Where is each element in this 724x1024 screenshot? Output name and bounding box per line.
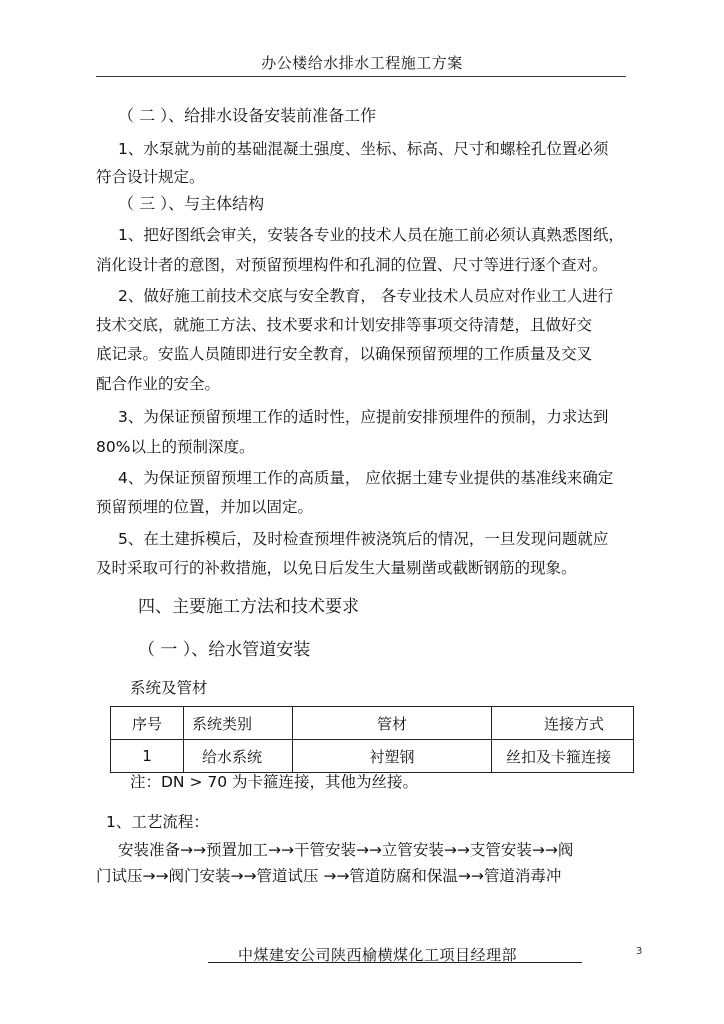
paragraph-line: 2、做好施工前技术交底与安全教育， 各专业技术人员应对作业工人进行	[118, 287, 614, 305]
header-divider	[96, 76, 626, 77]
paragraph-line: 及时采取可行的补救措施，以免日后发生大量剔凿或截断钢筋的现象。	[96, 559, 577, 577]
table-cell: 1	[111, 740, 184, 773]
process-flow-line: 安装准备→→预置加工→→干管安装→→立管安装→→支管安装→→阀	[118, 841, 574, 859]
process-heading: 1、工艺流程：	[106, 813, 209, 831]
section-heading-3: （ 三 ）、与主体结构	[118, 194, 265, 213]
paragraph-line: 4、为保证预留预埋工作的高质量， 应依据土建专业提供的基准线来确定	[118, 469, 614, 487]
table-cell: 衬塑钢	[293, 740, 492, 773]
paragraph-line: 配合作业的安全。	[96, 375, 221, 393]
table-header-cell: 管材	[293, 707, 492, 740]
subsection-heading: （ 一 ）、给水管道安装	[138, 640, 311, 660]
process-flow-line: 门试压→→阀门安装→→管道试压 →→管道防腐和保温→→管道消毒冲	[96, 867, 562, 885]
paragraph-line: 80%以上的预制深度。	[96, 438, 255, 456]
table-cell: 给水系统	[184, 740, 293, 773]
materials-table	[110, 706, 634, 773]
section-heading-4: 四、主要施工方法和技术要求	[138, 597, 359, 617]
paragraph-line: 1、水泵就为前的基础混凝土强度、坐标、标高、尺寸和螺栓孔位置必须	[118, 140, 609, 158]
table-header-row	[111, 707, 634, 740]
paragraph-line: 预留预埋的位置，并加以固定。	[96, 498, 314, 516]
table-note: 注：DN > 70 为卡箍连接，其他为丝接。	[130, 773, 419, 791]
paragraph-line: 底记录。安监人员随即进行安全教育，以确保预留预埋的工作质量及交叉	[96, 345, 593, 363]
paragraph-line: 消化设计者的意图，对预留预埋构件和孔洞的位置、尺寸等进行逐个查对。	[96, 256, 608, 274]
page-number: 3	[636, 946, 643, 957]
paragraph-line: 技术交底，就施工方法、技术要求和计划安排等事项交待清楚，且做好交	[96, 316, 593, 334]
footer-divider	[208, 962, 582, 963]
section-heading-2: （ 二 ）、给排水设备安装前准备工作	[118, 106, 377, 125]
paragraph-line: 1、把好图纸会审关，安装各专业的技术人员在施工前必须认真熟悉图纸，	[118, 226, 624, 244]
paragraph-line: 3、为保证预留预埋工作的适时性，应提前安排预埋件的预制，力求达到	[118, 408, 609, 426]
table-caption: 系统及管材	[130, 679, 208, 697]
table-header-cell: 序号	[111, 707, 184, 740]
paragraph-line: 符合设计规定。	[96, 168, 205, 186]
table-cell: 丝扣及卡箍连接	[492, 740, 634, 773]
paragraph-line: 5、在土建拆模后，及时检查预埋件被浇筑后的情况，一旦发现问题就应	[118, 530, 609, 548]
page-header-title: 办公楼给水排水工程施工方案	[261, 54, 463, 72]
table-row	[111, 740, 634, 773]
table-header-cell: 系统类别	[184, 707, 293, 740]
table-header-cell: 连接方式	[492, 707, 634, 740]
page-footer-text: 中煤建安公司陕西榆横煤化工项目经理部	[238, 946, 518, 964]
